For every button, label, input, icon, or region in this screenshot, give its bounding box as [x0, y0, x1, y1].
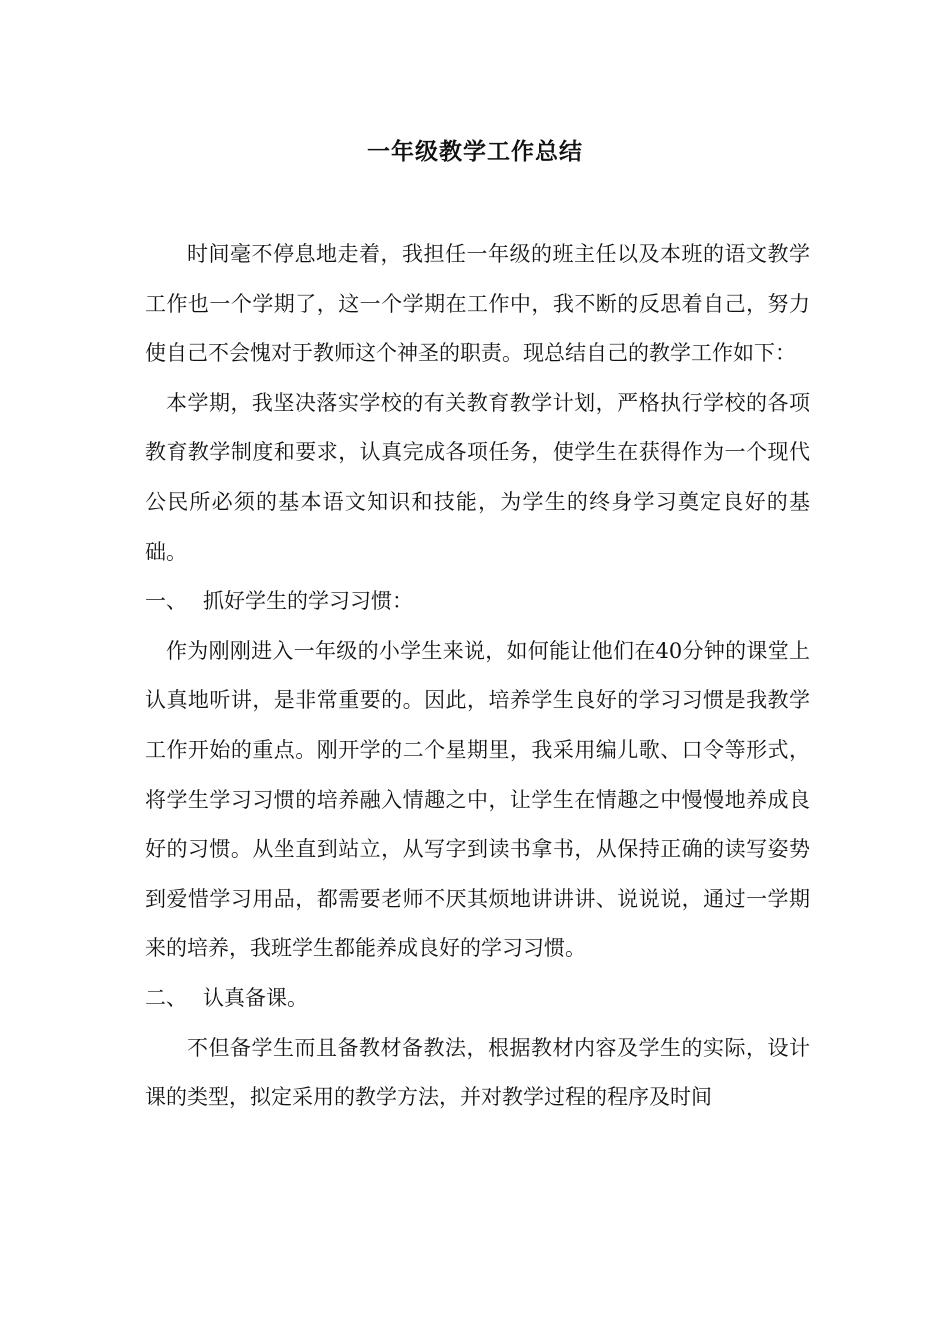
- document-body: [145, 230, 810, 1123]
- section-1-title: 抓好学生的学习习惯：: [203, 589, 413, 614]
- section-1-number: 一、: [145, 589, 187, 614]
- document-title: 一年级教学工作总结: [367, 138, 583, 165]
- section-2-number: 二、: [145, 985, 187, 1010]
- section-1-paragraph: 作为刚刚进入一年级的小学生来说，如何能让他们在40分钟的课堂上认真地听讲，是非常重要的。因此，培养学生良好的学习习惯是我教学工作开始的重点。刚开学的二个星期里，我采用编儿歌、口令等形式，将学生学习习惯的培养融入情趣之中，让学生在情趣之中慢慢地养成良好的习惯。从坐直到站立，从写字到读书拿书，从保持正确的读写姿势到爱惜学习用品，都需要老师不厌其烦地讲讲讲、说说说，通过一学期来的培养，我班学生都能养成良好的学习习惯。: [145, 638, 810, 961]
- section-2-heading: [145, 974, 810, 1024]
- semester-paragraph: 本学期，我坚决落实学校的有关教育教学计划，严格执行学校的各项教育教学制度和要求，认真完成各项任务，使学生在获得作为一个现代公民所必须的基本语文知识和技能，为学生的终身学习奠定良好的基础。: [145, 390, 810, 564]
- section-1-heading: [145, 577, 810, 627]
- section-2-title: 认真备课。: [203, 985, 308, 1010]
- intro-paragraph: 时间毫不停息地走着，我担任一年级的班主任以及本班的语文教学工作也一个学期了，这一个学期在工作中，我不断的反思着自己，努力使自己不会愧对于教师这个神圣的职责。现总结自己的教学工作如下：: [145, 242, 810, 366]
- section-2-paragraph: 不但备学生而且备教材备教法，根据教材内容及学生的实际，设计课的类型，拟定采用的教学方法，并对教学过程的程序及时间: [145, 1035, 810, 1110]
